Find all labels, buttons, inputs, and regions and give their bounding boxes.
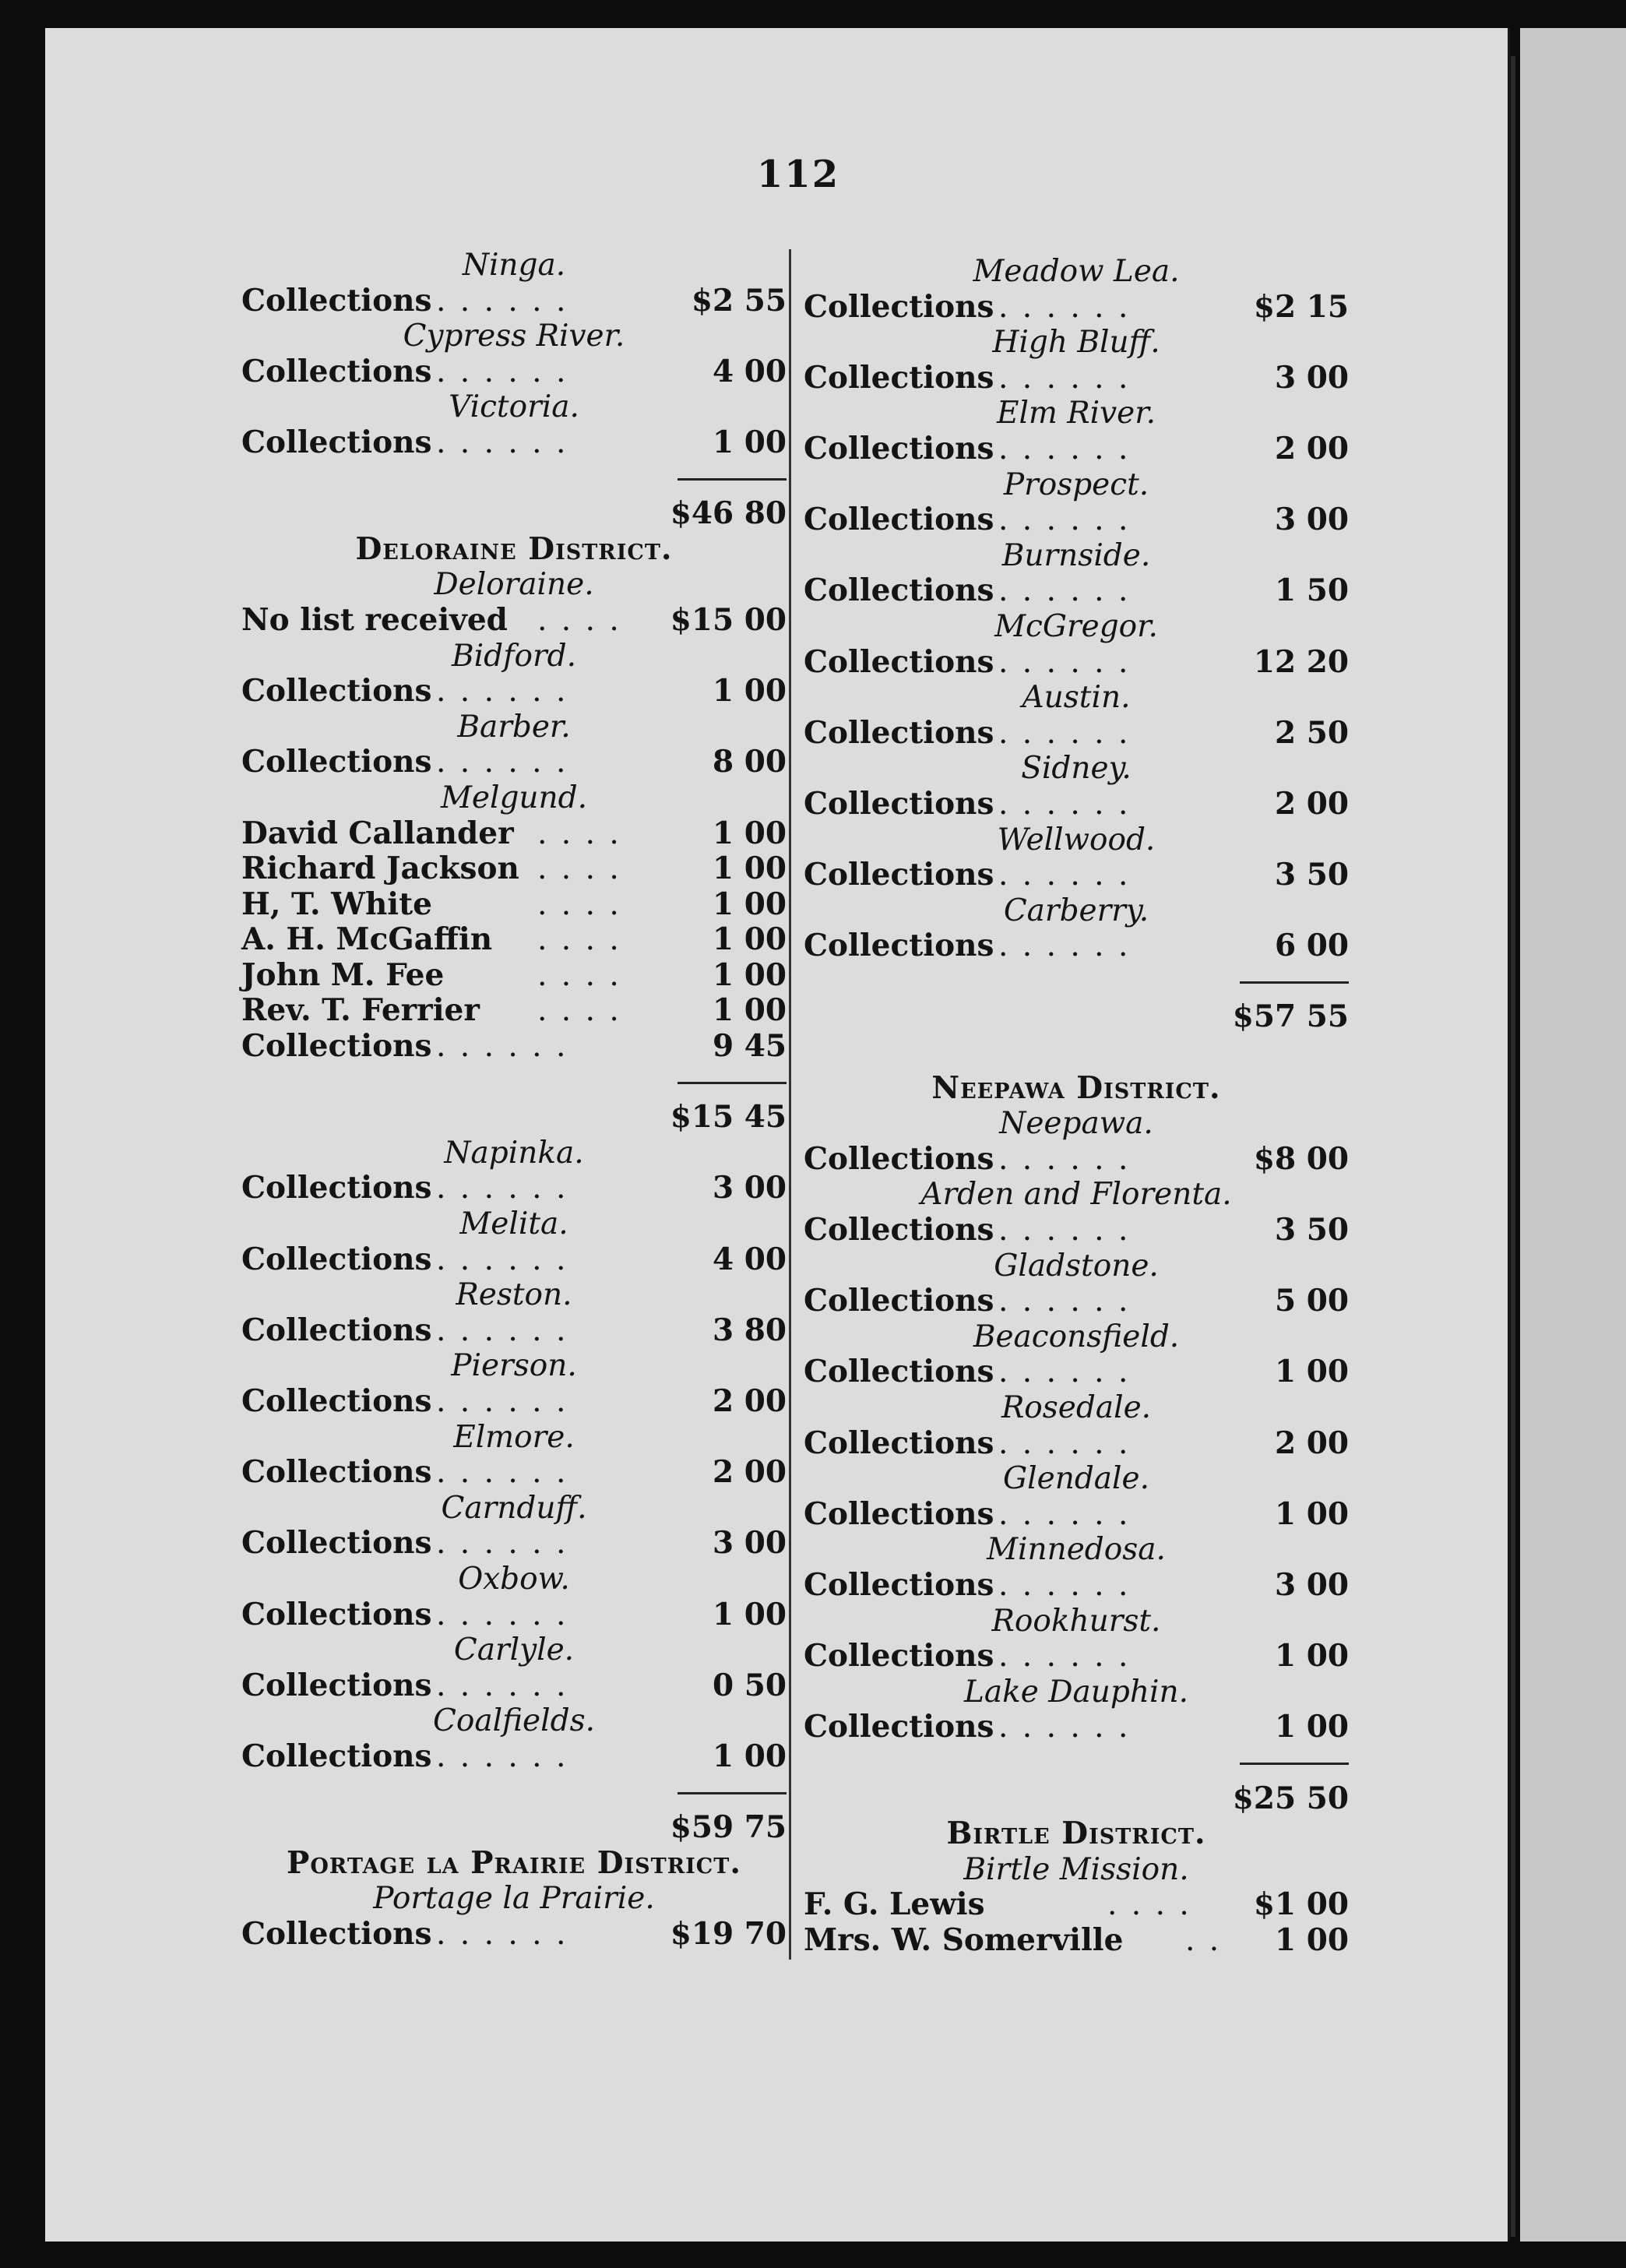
subtotal-row	[241, 496, 787, 532]
subtotal-row	[804, 999, 1349, 1035]
column-divider	[789, 249, 791, 1960]
leader-dots: . . . .	[537, 993, 621, 1029]
ledger-entry	[804, 1284, 1349, 1319]
entry-amount: 3 00	[1275, 359, 1349, 396]
place-heading: Carberry.	[1003, 893, 1149, 928]
entry-amount: $15 00	[670, 601, 787, 638]
entry-amount: 3 00	[713, 1170, 787, 1206]
leader-dots: . . . . . .	[998, 1639, 1131, 1675]
ledger-entry	[804, 361, 1349, 396]
place-heading: Lake Dauphin.	[964, 1674, 1188, 1710]
entry-amount: 3 00	[1275, 1566, 1349, 1603]
ledger-entry	[241, 603, 787, 639]
entry-amount: 1 00	[1275, 1638, 1349, 1675]
entry-label: Collections	[241, 1738, 432, 1774]
leader-dots: . . . . . .	[998, 786, 1131, 822]
entry-label: Collections	[804, 288, 994, 325]
book-spine	[1511, 56, 1515, 2237]
place-heading: Victoria.	[449, 389, 579, 425]
place-heading: Austin.	[1022, 680, 1131, 716]
leader-dots: . . . . . .	[436, 1738, 568, 1774]
place-heading: Coalfields.	[433, 1703, 595, 1739]
leader-dots: . . . . . .	[436, 1916, 568, 1952]
ledger-entry	[241, 425, 787, 461]
ledger-entry	[241, 887, 787, 923]
place-heading: Rookhurst.	[991, 1603, 1161, 1639]
entry-amount: 2 00	[1275, 785, 1349, 822]
entry-label: Collections	[804, 785, 994, 822]
leader-dots: . . . . . .	[436, 354, 568, 389]
ledger-entry	[804, 1497, 1349, 1533]
ledger-entry	[804, 1710, 1349, 1745]
leader-dots: . . . . . .	[436, 1029, 568, 1065]
ledger-entry	[804, 502, 1349, 538]
leader-dots: . . . . . .	[436, 1668, 568, 1703]
leader-dots: . . . .	[537, 851, 621, 887]
leader-dots: . . . .	[537, 957, 621, 993]
entry-label: No list received	[241, 601, 508, 638]
ledger-entry	[241, 958, 787, 994]
entry-label: Mrs. W. Somerville	[804, 1921, 1124, 1958]
leader-dots: . . . . . .	[436, 745, 568, 780]
leader-dots: . . . .	[537, 602, 621, 638]
entry-label: Collections	[241, 744, 432, 780]
ledger-entry	[241, 1029, 787, 1065]
leader-dots: . . . . . .	[436, 283, 568, 319]
entry-amount: 1 00	[1275, 1495, 1349, 1532]
entry-label: John M. Fee	[241, 956, 445, 993]
entry-label: Collections	[804, 572, 994, 609]
entry-amount: 1 00	[713, 673, 787, 710]
entry-label: Collections	[804, 1709, 994, 1745]
district-heading: Neepawa District.	[931, 1069, 1221, 1106]
right-column	[804, 254, 1349, 1959]
place-heading: Cypress River.	[403, 319, 625, 354]
sum-rule	[804, 1745, 1349, 1781]
leader-dots: . . . .	[537, 815, 621, 851]
entry-label: Collections	[241, 1312, 432, 1348]
place-heading: Bidford.	[451, 638, 577, 674]
place-heading: Napinka.	[444, 1135, 584, 1171]
entry-label: Collections	[241, 424, 432, 460]
entry-label: Collections	[804, 1566, 994, 1603]
entry-amount: 3 80	[713, 1312, 787, 1348]
entry-amount: 1 00	[713, 1596, 787, 1632]
entry-label: Collections	[241, 673, 432, 710]
entry-label: Collections	[804, 359, 994, 396]
entry-amount: 1 00	[713, 992, 787, 1029]
entry-amount: $2 55	[691, 282, 787, 319]
leader-dots: . . . . . .	[436, 1171, 568, 1206]
leader-dots: . . . .	[1107, 1887, 1191, 1923]
ledger-entry	[804, 858, 1349, 893]
ledger-entry	[804, 1142, 1349, 1178]
place-heading: Gladstone.	[994, 1248, 1159, 1284]
leader-dots: . . . . . .	[998, 1567, 1131, 1603]
place-heading: High Bluff.	[992, 325, 1160, 361]
place-heading: Minnedosa.	[987, 1532, 1166, 1568]
place-heading: Glendale.	[1003, 1461, 1149, 1497]
ledger-entry	[241, 1739, 787, 1775]
entry-label: Collections	[241, 1525, 432, 1562]
place-heading: Arden and Florenta.	[920, 1177, 1232, 1213]
leader-dots: . . . . . .	[998, 715, 1131, 751]
leader-dots: . . . . . .	[998, 1710, 1131, 1745]
entry-amount: $2 15	[1253, 288, 1349, 325]
place-heading: Wellwood.	[997, 822, 1156, 858]
entry-amount: 0 50	[713, 1667, 787, 1703]
entry-amount: 3 50	[1275, 857, 1349, 893]
entry-amount: 12 20	[1253, 643, 1349, 680]
entry-label: A. H. McGaffin	[241, 921, 493, 958]
ledger-entry	[241, 816, 787, 852]
leader-dots: . . . . . .	[436, 1455, 568, 1491]
left-column	[241, 248, 787, 1953]
entry-label: Collections	[804, 1354, 994, 1390]
entry-label: Collections	[804, 1495, 994, 1532]
entry-amount: 1 00	[1275, 1354, 1349, 1390]
ledger-entry	[804, 573, 1349, 609]
entry-amount: 8 00	[713, 744, 787, 780]
entry-label: Collections	[804, 1140, 994, 1177]
subtotal-amount: $46 80	[670, 495, 787, 532]
ledger-entry	[241, 1242, 787, 1278]
district-heading: Deloraine District.	[355, 530, 673, 567]
entry-amount: 2 00	[1275, 1425, 1349, 1461]
place-heading: Birtle Mission.	[963, 1851, 1189, 1887]
entry-amount: $8 00	[1253, 1140, 1349, 1177]
ledger-entry	[241, 1455, 787, 1491]
entry-label: Collections	[804, 430, 994, 467]
entry-amount: 1 00	[1275, 1709, 1349, 1745]
ledger-entry	[241, 993, 787, 1029]
leader-dots: . . . . . .	[436, 1384, 568, 1419]
leader-dots: . . . .	[537, 922, 621, 958]
leader-dots: . . . . . .	[998, 1284, 1131, 1319]
entry-label: F. G. Lewis	[804, 1886, 985, 1923]
entry-amount: 1 00	[713, 815, 787, 851]
leader-dots: . . . . . .	[998, 644, 1131, 680]
place-heading: Ninga.	[462, 248, 566, 283]
entry-label: Collections	[804, 928, 994, 964]
leader-dots: . . . . . .	[998, 858, 1131, 893]
leader-dots: . . . . . .	[998, 289, 1131, 325]
ledger-entry	[241, 1917, 787, 1953]
leader-dots: . . . . . .	[436, 1597, 568, 1632]
leader-dots: . . . . . .	[998, 360, 1131, 396]
subtotal-amount: $59 75	[670, 1809, 787, 1846]
entry-amount: 1 00	[713, 886, 787, 922]
spacer	[804, 1035, 1349, 1071]
place-heading: Prospect.	[1003, 467, 1149, 502]
ledger-entry	[804, 1426, 1349, 1462]
entry-amount: 1 00	[713, 850, 787, 887]
leader-dots: . . . . . .	[998, 1496, 1131, 1532]
leader-dots: . . . . . .	[436, 1241, 568, 1277]
place-heading: Deloraine.	[434, 567, 594, 603]
sum-rule	[241, 1065, 787, 1101]
ledger-entry	[804, 431, 1349, 467]
place-heading: Pierson.	[451, 1348, 577, 1384]
entry-label: Collections	[241, 282, 432, 319]
ledger-entry	[241, 745, 787, 780]
leader-dots: . . . . . .	[998, 1141, 1131, 1177]
sum-rule	[241, 1775, 787, 1811]
subtotal-row	[241, 1810, 787, 1846]
ledger-entry	[241, 1171, 787, 1206]
subtotal-amount: $15 45	[670, 1099, 787, 1136]
entry-label: H, T. White	[241, 886, 432, 922]
place-heading: Melita.	[459, 1206, 568, 1242]
ledger-entry	[804, 1887, 1349, 1923]
sum-rule	[241, 461, 787, 497]
entry-amount: 1 00	[713, 921, 787, 958]
district-heading: Portage la Prairie District.	[287, 1844, 741, 1881]
entry-label: Collections	[804, 857, 994, 893]
place-heading: Sidney.	[1021, 751, 1132, 787]
entry-amount: 1 00	[1275, 1921, 1349, 1958]
leader-dots: . . . . . .	[998, 431, 1131, 467]
entry-label: Collections	[241, 1596, 432, 1632]
ledger-entry	[241, 674, 787, 710]
leader-dots: . . . . . .	[998, 928, 1131, 964]
entry-label: Collections	[241, 1241, 432, 1277]
ledger-entry	[804, 645, 1349, 681]
leader-dots: . . . . . .	[436, 424, 568, 460]
place-heading: Carlyle.	[453, 1632, 575, 1668]
entry-label: Collections	[804, 1212, 994, 1248]
subtotal-row	[241, 1100, 787, 1136]
ledger-entry	[804, 1354, 1349, 1390]
entry-amount: 5 00	[1275, 1283, 1349, 1319]
place-heading: Burnside.	[1001, 537, 1151, 573]
ledger-entry	[241, 354, 787, 390]
subtotal-amount: $25 50	[1232, 1780, 1349, 1816]
leader-dots: . . . . . .	[436, 674, 568, 710]
ledger-entry	[804, 1213, 1349, 1248]
entry-label: Collections	[241, 1915, 432, 1952]
entry-amount: 1 00	[713, 1738, 787, 1774]
entry-amount: 2 00	[713, 1454, 787, 1491]
entry-label: Collections	[241, 353, 432, 389]
entry-label: Richard Jackson	[241, 850, 519, 887]
ledger-entry	[241, 1526, 787, 1562]
place-heading: Carnduff.	[441, 1490, 587, 1526]
place-heading: Reston.	[456, 1277, 572, 1313]
entry-label: Collections	[804, 1283, 994, 1319]
leader-dots: . . . . . .	[998, 1425, 1131, 1461]
leader-dots: . . . .	[537, 886, 621, 922]
ledger-entry	[804, 716, 1349, 752]
place-heading: Oxbow.	[458, 1561, 570, 1597]
entry-label: Rev. T. Ferrier	[241, 992, 480, 1029]
entry-amount: 2 50	[1275, 714, 1349, 751]
facing-page-edge	[1520, 28, 1626, 2242]
entry-amount: $1 00	[1253, 1886, 1349, 1923]
leader-dots: . . . . . .	[436, 1526, 568, 1562]
leader-dots: . .	[1185, 1922, 1222, 1958]
ledger-entry	[241, 284, 787, 319]
entry-label: Collections	[804, 1638, 994, 1675]
entry-amount: 4 00	[713, 1241, 787, 1277]
entry-label: Collections	[241, 1170, 432, 1206]
ledger-entry	[241, 1384, 787, 1420]
ledger-entry	[241, 1597, 787, 1633]
entry-amount: $19 70	[670, 1915, 787, 1952]
subtotal-amount: $57 55	[1232, 998, 1349, 1035]
ledger-entry	[804, 787, 1349, 822]
ledger-entry	[804, 1923, 1349, 1959]
leader-dots: . . . . . .	[436, 1312, 568, 1348]
ledger-entry	[804, 290, 1349, 326]
entry-label: Collections	[804, 714, 994, 751]
subtotal-row	[804, 1781, 1349, 1817]
entry-amount: 2 00	[713, 1383, 787, 1419]
place-heading: McGregor.	[994, 608, 1158, 644]
ledger-entry	[804, 928, 1349, 964]
entry-amount: 4 00	[713, 353, 787, 389]
entry-amount: 1 00	[713, 956, 787, 993]
entry-label: Collections	[241, 1667, 432, 1703]
place-heading: Elmore.	[453, 1419, 575, 1455]
entry-label: David Callander	[241, 815, 514, 851]
ledger-entry	[241, 922, 787, 958]
place-heading: Portage la Prairie.	[373, 1881, 655, 1917]
entry-amount: 2 00	[1275, 430, 1349, 467]
entry-amount: 3 50	[1275, 1212, 1349, 1248]
place-heading: Beaconsfield.	[973, 1319, 1180, 1354]
leader-dots: . . . . . .	[998, 573, 1131, 609]
entry-amount: 3 00	[1275, 502, 1349, 538]
entry-amount: 3 00	[713, 1525, 787, 1562]
place-heading: Barber.	[457, 709, 571, 745]
entry-amount: 1 50	[1275, 572, 1349, 609]
entry-label: Collections	[241, 1028, 432, 1065]
entry-label: Collections	[241, 1383, 432, 1419]
entry-label: Collections	[804, 1425, 994, 1461]
ledger-entry	[241, 851, 787, 887]
place-heading: Elm River.	[996, 396, 1156, 431]
entry-amount: 6 00	[1275, 928, 1349, 964]
ledger-entry	[804, 1639, 1349, 1675]
place-heading: Melgund.	[440, 780, 588, 815]
leader-dots: . . . . . .	[998, 502, 1131, 538]
place-heading: Neepawa.	[999, 1106, 1153, 1142]
entry-amount: 1 00	[713, 424, 787, 460]
entry-label: Collections	[804, 643, 994, 680]
entry-label: Collections	[804, 502, 994, 538]
ledger-entry	[241, 1313, 787, 1349]
leader-dots: . . . . . .	[998, 1213, 1131, 1248]
entry-label: Collections	[241, 1454, 432, 1491]
ledger-entry	[804, 1568, 1349, 1604]
district-heading: Birtle District.	[946, 1815, 1206, 1852]
ledger-entry	[241, 1668, 787, 1704]
leader-dots: . . . . . .	[998, 1354, 1131, 1390]
page-number: 112	[756, 153, 840, 196]
place-heading: Meadow Lea.	[973, 254, 1180, 289]
entry-amount: 9 45	[713, 1028, 787, 1065]
sum-rule	[804, 964, 1349, 1000]
place-heading: Rosedale.	[1001, 1390, 1152, 1425]
